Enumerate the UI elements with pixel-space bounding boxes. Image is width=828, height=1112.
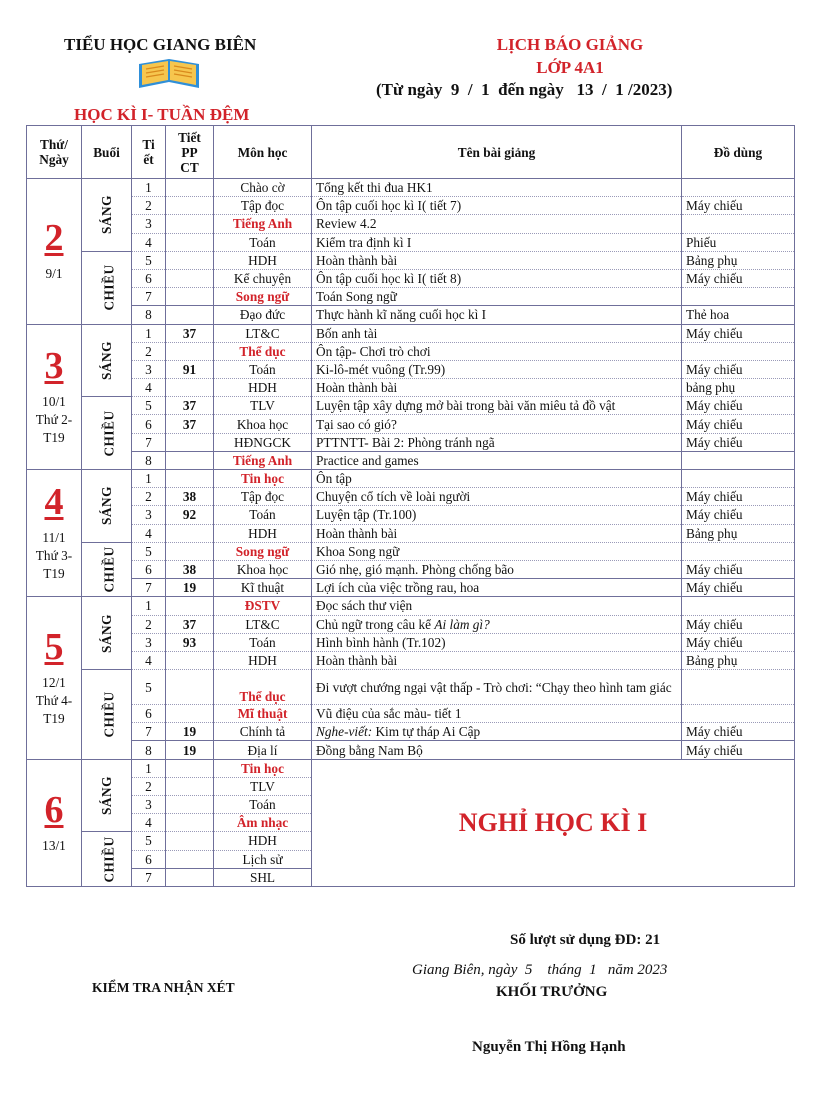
ppct-cell (166, 868, 214, 886)
ppct-cell (166, 524, 214, 542)
table-row (27, 179, 795, 197)
subject-cell: Kĩ thuật (214, 579, 312, 597)
table-row (27, 324, 795, 342)
review-label: KIỂM TRA NHẬN XÉT (92, 980, 235, 995)
day-cell (27, 324, 82, 470)
period-cell: 2 (132, 197, 166, 215)
lesson-cell: Chuyện cổ tích về loài người (312, 488, 682, 506)
ppct-cell (166, 759, 214, 777)
period-cell: 1 (132, 324, 166, 342)
subject-cell: HĐNGCK (214, 433, 312, 451)
table-row (27, 360, 795, 378)
subject-cell: HDH (214, 251, 312, 269)
tool-cell: Bảng phụ (682, 251, 795, 269)
day-date: 10/1 Thứ 2- T19 (35, 393, 73, 445)
period-cell: 2 (132, 342, 166, 360)
lesson-cell: Ôn tập (312, 470, 682, 488)
period-cell: 5 (132, 251, 166, 269)
lesson-cell: Hoàn thành bài (312, 251, 682, 269)
tool-cell (682, 288, 795, 306)
subject-cell: Toán (214, 506, 312, 524)
day-date: 9/1 (45, 266, 63, 282)
lesson-cell: Nghe-viết: Kim tự tháp Ai Cập (312, 723, 682, 741)
school-name: TIỂU HỌC GIANG BIÊN (64, 35, 257, 54)
tool-cell (682, 542, 795, 560)
table-row (27, 379, 795, 397)
table-row (27, 215, 795, 233)
lesson-cell: Tổng kết thi đua HK1 (312, 179, 682, 197)
place-date: Giang Biên, ngày 5 tháng 1 năm 2023 (412, 962, 668, 978)
ppct-cell: 38 (166, 560, 214, 578)
tool-cell (682, 342, 795, 360)
table-row (27, 269, 795, 287)
subject-cell: LT&C (214, 324, 312, 342)
column-header: Môn học (214, 126, 312, 179)
day-date: 13/1 (42, 837, 66, 853)
subject-cell: LT&C (214, 615, 312, 633)
session-cell (82, 251, 132, 324)
day-cell (27, 759, 82, 886)
subject-cell: TLV (214, 777, 312, 795)
period-cell: 6 (132, 269, 166, 287)
table-row (27, 524, 795, 542)
table-row (27, 433, 795, 451)
ppct-cell (166, 597, 214, 615)
subject-cell: Tiếng Anh (214, 451, 312, 469)
lesson-italic: Ai làm gì? (434, 616, 490, 632)
ppct-cell (166, 306, 214, 324)
day-number: 3 (44, 344, 64, 387)
period-cell: 2 (132, 488, 166, 506)
table-row (27, 651, 795, 669)
session-label: CHIỀU (101, 410, 117, 457)
period-cell: 7 (132, 868, 166, 886)
table-row (27, 251, 795, 269)
signer-role: KHỐI TRƯỞNG (496, 984, 608, 1000)
session-label: SÁNG (98, 486, 114, 526)
ppct-cell: 37 (166, 615, 214, 633)
period-cell: 3 (132, 796, 166, 814)
table-row (27, 597, 795, 615)
table-row (27, 723, 795, 741)
lesson-cell: Kiểm tra định kì I (312, 233, 682, 251)
subject-cell: Tin học (214, 470, 312, 488)
period-cell: 8 (132, 306, 166, 324)
subject-cell: Tiếng Anh (214, 215, 312, 233)
day-date: 12/1 Thứ 4- T19 (35, 674, 73, 726)
session-label: SÁNG (98, 613, 114, 653)
tool-cell: Máy chiếu (682, 633, 795, 651)
ppct-cell (166, 542, 214, 560)
subject-cell: HDH (214, 524, 312, 542)
session-cell (82, 324, 132, 397)
day-number: 4 (44, 481, 64, 524)
period-cell: 7 (132, 288, 166, 306)
period-cell: 1 (132, 759, 166, 777)
ppct-cell (166, 179, 214, 197)
subject-cell: Âm nhạc (214, 814, 312, 832)
tool-cell (682, 705, 795, 723)
column-header: Tiết PP CT (166, 126, 214, 179)
period-cell: 4 (132, 814, 166, 832)
session-label: CHIỀU (101, 546, 117, 593)
table-row (27, 759, 795, 777)
period-cell: 6 (132, 705, 166, 723)
period-cell: 5 (132, 832, 166, 850)
lesson-cell: Đọc sách thư viện (312, 597, 682, 615)
tool-cell: Máy chiếu (682, 579, 795, 597)
tool-cell (682, 597, 795, 615)
ppct-cell (166, 379, 214, 397)
day-cell (27, 179, 82, 325)
lesson-cell: Hình bình hành (Tr.102) (312, 633, 682, 651)
session-cell (82, 759, 132, 832)
period-cell: 7 (132, 723, 166, 741)
ppct-cell (166, 342, 214, 360)
subject-cell: SHL (214, 868, 312, 886)
subject-cell: Song ngữ (214, 288, 312, 306)
tool-cell: Máy chiếu (682, 433, 795, 451)
tool-cell: Máy chiếu (682, 506, 795, 524)
tool-cell: Máy chiếu (682, 560, 795, 578)
tool-cell: Bảng phụ (682, 651, 795, 669)
table-row (27, 615, 795, 633)
lesson-cell: Khoa Song ngữ (312, 542, 682, 560)
day-number: 2 (44, 217, 64, 260)
tool-cell: bảng phụ (682, 379, 795, 397)
subject-cell: Song ngữ (214, 542, 312, 560)
subject-cell: Lịch sử (214, 850, 312, 868)
ppct-cell: 19 (166, 723, 214, 741)
table-row (27, 741, 795, 759)
ppct-cell: 19 (166, 579, 214, 597)
tool-cell (682, 470, 795, 488)
period-cell: 4 (132, 379, 166, 397)
ppct-cell (166, 451, 214, 469)
lesson-cell: Tại sao có gió? (312, 415, 682, 433)
tool-cell: Máy chiếu (682, 415, 795, 433)
subject-cell: Chính tả (214, 723, 312, 741)
period-cell: 3 (132, 633, 166, 651)
table-row (27, 397, 795, 415)
page-title: LỊCH BÁO GIẢNG (496, 35, 644, 54)
lesson-cell: Review 4.2 (312, 215, 682, 233)
period-cell: 6 (132, 560, 166, 578)
period-cell: 3 (132, 360, 166, 378)
ppct-cell (166, 215, 214, 233)
ppct-cell (166, 850, 214, 868)
subject-cell: Thể dục (214, 342, 312, 360)
ppct-cell (166, 796, 214, 814)
lesson-cell: Bốn anh tài (312, 324, 682, 342)
ppct-cell (166, 288, 214, 306)
session-cell (82, 179, 132, 252)
lesson-cell: Luyện tập (Tr.100) (312, 506, 682, 524)
tool-cell: Máy chiếu (682, 324, 795, 342)
lesson-cell: Ôn tập- Chơi trò chơi (312, 342, 682, 360)
period-cell: 5 (132, 397, 166, 415)
period-cell: 3 (132, 215, 166, 233)
period-cell: 3 (132, 506, 166, 524)
ppct-cell (166, 670, 214, 705)
session-cell (82, 542, 132, 597)
column-header: Buổi (82, 126, 132, 179)
lesson-cell: Hoàn thành bài (312, 524, 682, 542)
ppct-cell (166, 814, 214, 832)
period-cell: 5 (132, 670, 166, 705)
lesson-cell: Thực hành kĩ năng cuối học kì I (312, 306, 682, 324)
tool-cell: Máy chiếu (682, 488, 795, 506)
session-label: CHIỀU (101, 264, 117, 311)
tool-cell (682, 451, 795, 469)
period-cell: 4 (132, 651, 166, 669)
subject-cell: Khoa học (214, 415, 312, 433)
table-row (27, 542, 795, 560)
lesson-cell: Vũ điệu của sắc màu- tiết 1 (312, 705, 682, 723)
subject-cell: Kể chuyện (214, 269, 312, 287)
ppct-cell: 91 (166, 360, 214, 378)
period-cell: 7 (132, 433, 166, 451)
subject-cell: HDH (214, 832, 312, 850)
session-cell (82, 670, 132, 760)
column-header: Đồ dùng (682, 126, 795, 179)
tool-cell (682, 179, 795, 197)
tool-cell: Máy chiếu (682, 741, 795, 759)
period-cell: 7 (132, 579, 166, 597)
ppct-cell (166, 197, 214, 215)
ppct-cell: 37 (166, 324, 214, 342)
day-number: 6 (44, 788, 64, 831)
session-label: SÁNG (98, 340, 114, 380)
subject-cell: Tin học (214, 759, 312, 777)
subject-cell: Toán (214, 360, 312, 378)
tool-cell: Phiếu (682, 233, 795, 251)
day-number: 5 (44, 625, 64, 668)
tool-cell: Máy chiếu (682, 269, 795, 287)
table-row (27, 197, 795, 215)
ppct-cell: 93 (166, 633, 214, 651)
subject-cell: TLV (214, 397, 312, 415)
tool-cell (682, 215, 795, 233)
tool-cell: Bảng phụ (682, 524, 795, 542)
period-cell: 4 (132, 524, 166, 542)
subject-cell: Khoa học (214, 560, 312, 578)
lesson-cell: Chủ ngữ trong câu kể Ai làm gì? (312, 615, 682, 633)
period-cell: 2 (132, 777, 166, 795)
tool-cell: Máy chiếu (682, 197, 795, 215)
session-label: SÁNG (98, 195, 114, 235)
tool-cell: Máy chiếu (682, 615, 795, 633)
period-cell: 6 (132, 415, 166, 433)
ppct-cell (166, 777, 214, 795)
lesson-cell: Ôn tập cuối học kì I( tiết 8) (312, 269, 682, 287)
column-header: Ti ết (132, 126, 166, 179)
table-row (27, 306, 795, 324)
period-cell: 1 (132, 179, 166, 197)
table-row (27, 342, 795, 360)
ppct-cell (166, 233, 214, 251)
table-row (27, 705, 795, 723)
day-date: 11/1 Thứ 3- T19 (35, 530, 73, 582)
ppct-cell (166, 705, 214, 723)
signer-name: Nguyễn Thị Hồng Hạnh (472, 1039, 626, 1055)
lesson-cell: Practice and games (312, 451, 682, 469)
lesson-italic: Nghe-viết: (316, 724, 373, 740)
subject-cell: Toán (214, 633, 312, 651)
session-label: CHIỀU (101, 836, 117, 883)
table-row (27, 579, 795, 597)
class-label: LỚP 4A1 (536, 58, 604, 77)
column-header: Tên bài giảng (312, 126, 682, 179)
period-cell: 6 (132, 850, 166, 868)
lesson-cell: Đồng bằng Nam Bộ (312, 741, 682, 759)
subject-cell: Toán (214, 233, 312, 251)
table-row (27, 560, 795, 578)
day-cell (27, 597, 82, 759)
table-header-row (27, 126, 795, 179)
table-row (27, 451, 795, 469)
usage-count: Số lượt sử dụng ĐD: 21 (510, 932, 661, 948)
subject-cell: Tập đọc (214, 197, 312, 215)
lesson-cell: Hoàn thành bài (312, 379, 682, 397)
subject-cell: Mĩ thuật (214, 705, 312, 723)
ppct-cell (166, 832, 214, 850)
ppct-cell (166, 651, 214, 669)
table-row (27, 670, 795, 705)
ppct-cell: 19 (166, 741, 214, 759)
date-range: (Từ ngày 9 / 1 đến ngày 13 / 1 /2023) (376, 80, 673, 99)
lesson-cell: Luyện tập xây dựng mở bài trong bài văn miêu tả đồ vật (312, 397, 682, 415)
lesson-cell: Đi vượt chướng ngại vật thấp - Trò chơi: “Chạy theo hình tam giác (312, 670, 682, 705)
open-book-icon (137, 56, 201, 92)
ppct-cell (166, 470, 214, 488)
lesson-cell: Ki-lô-mét vuông (Tr.99) (312, 360, 682, 378)
period-cell: 8 (132, 741, 166, 759)
tool-cell: Máy chiếu (682, 397, 795, 415)
subject-cell: ĐSTV (214, 597, 312, 615)
day-cell (27, 470, 82, 597)
subject-cell: Địa lí (214, 741, 312, 759)
lesson-cell: Ôn tập cuối học kì I( tiết 7) (312, 197, 682, 215)
period-cell: 5 (132, 542, 166, 560)
subject-cell: Tập đọc (214, 488, 312, 506)
lesson-cell: Gió nhẹ, gió mạnh. Phòng chống bão (312, 560, 682, 578)
session-cell (82, 470, 132, 543)
subject-cell: Chào cờ (214, 179, 312, 197)
session-label: CHIỀU (101, 691, 117, 738)
ppct-cell (166, 251, 214, 269)
period-cell: 1 (132, 597, 166, 615)
table-row (27, 415, 795, 433)
subject-cell: HDH (214, 379, 312, 397)
lesson-cell: Toán Song ngữ (312, 288, 682, 306)
subject-cell: Toán (214, 796, 312, 814)
period-cell: 2 (132, 615, 166, 633)
session-cell (82, 597, 132, 670)
lesson-cell: Hoàn thành bài (312, 651, 682, 669)
session-cell (82, 397, 132, 470)
period-cell: 8 (132, 451, 166, 469)
schedule-table (26, 125, 795, 887)
subject-cell: Thể dục (214, 670, 312, 705)
table-row (27, 488, 795, 506)
ppct-cell: 37 (166, 415, 214, 433)
subject-cell: HDH (214, 651, 312, 669)
tool-cell: Thẻ hoa (682, 306, 795, 324)
term-label: HỌC KÌ I- TUẦN ĐỆM (74, 105, 250, 124)
tool-cell: Máy chiếu (682, 723, 795, 741)
table-row (27, 633, 795, 651)
table-row (27, 506, 795, 524)
table-row (27, 470, 795, 488)
period-cell: 4 (132, 233, 166, 251)
lesson-cell: Lợi ích của việc trồng rau, hoa (312, 579, 682, 597)
holiday-notice: NGHỈ HỌC KÌ I (312, 759, 795, 886)
session-label: SÁNG (98, 776, 114, 815)
ppct-cell (166, 269, 214, 287)
ppct-cell: 37 (166, 397, 214, 415)
column-header: Thứ/ Ngày (27, 126, 82, 179)
ppct-cell: 38 (166, 488, 214, 506)
ppct-cell: 92 (166, 506, 214, 524)
tool-cell (682, 670, 795, 705)
table-row (27, 288, 795, 306)
period-cell: 1 (132, 470, 166, 488)
tool-cell: Máy chiếu (682, 360, 795, 378)
session-cell (82, 832, 132, 887)
ppct-cell (166, 433, 214, 451)
lesson-cell: PTTNTT- Bài 2: Phòng tránh ngã (312, 433, 682, 451)
table-row (27, 233, 795, 251)
subject-cell: Đạo đức (214, 306, 312, 324)
